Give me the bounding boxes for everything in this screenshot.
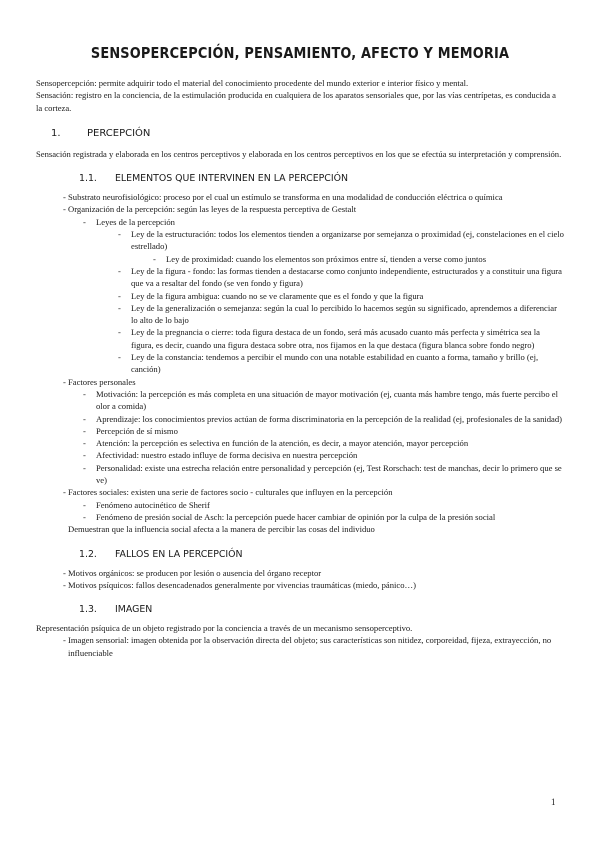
elementos-list [36, 191, 564, 523]
list-dash: - [63, 376, 66, 387]
list-dash: - [83, 438, 86, 449]
list-dash: - [63, 487, 66, 498]
social-influence-note: Demuestran que la influencia social afecta a la manera de percibir las cosas del individuo [68, 524, 375, 535]
factores-personales-list [68, 388, 564, 486]
list-item-organizacion: - Organización de la percepción: según las leyes de la respuesta perceptiva de Gestalt - Leyes de la percepción - Ley de la estructuración: todos los elementos tienden a organizarse por semejanza o proximidad (ej, constelaciones en el cielo estrellado) - Ley de proximidad: cuando los elementos son próximos entre sí, tienden a verse como juntos - Ley de la figura - fondo: las formas tienden a destacarse como conjunto independiente, estructurados y a constituir una figura que va a resaltar del fondo (se ven fondo y figura) - Ley de la figura ambigua: cuando no se ve claramente que es el fondo y que la figura - Ley de la generalización o semejanza: según la cual lo percibido lo hacemos según su significado, aprendemos a diferenciar lo alto de lo bajo - Ley de la pregnancia o cierre: toda figura destaca de un fondo, será más acusado cuanto más perfecta y simétrica sea la figura, es decir, cuando una figura destaca sobre otra, nos fijamos en la que destaca (figura blanca sobre fondo negro) - Ley de la constancia: tendemos a percibir el mundo con una notable estabilidad en cuanto a forma, tamaño y brillo (ej, canción) [63, 204, 564, 375]
list-dash: - [83, 511, 86, 522]
list-item-asch: - Fenómeno de presión social de Asch: la percepción puede hacer cambiar de opinión por la culpa de la presión social [83, 511, 496, 522]
list-item-ley-estructuracion: - Ley de la estructuración: todos los elementos tienden a organizarse por semejanza o proximidad (ej, constelaciones en el cielo estrellado) - Ley de proximidad: cuando los elementos son próximos entre sí, tienden a verse como juntos [118, 229, 564, 264]
imagen-list [36, 634, 564, 659]
section-title: PERCEPCIÓN [87, 127, 151, 139]
list-item-ley-proximidad: - Ley de proximidad: cuando los elementos son próximos entre sí, tienden a verse como juntos [153, 253, 487, 264]
intro [36, 77, 564, 114]
intro-sensacion: Sensación: registro en la conciencia, de la estimulación producida en cualquiera de los aparatos sensoriales que, por las vías centrípetas, es conducida a la corteza. [36, 90, 556, 113]
section-text-imagen: Representación psíquica de un objeto registrado por la conciencia a través de un mecanismo sensoperceptivo. [36, 623, 413, 634]
list-item-percepcion-si-mismo: - Percepción de sí mismo [83, 425, 178, 436]
list-item-afectividad: - Afectividad: nuestro estado influye de forma decisiva en nuestra percepción [83, 450, 358, 461]
list-item-atencion: - Atención: la percepción es selectiva en función de la atención, es decir, a mayor atención, mayor percepción [83, 438, 469, 449]
subsection-number: 1.3. [79, 604, 97, 616]
list-item-personalidad: - Personalidad: existe una estrecha relación entre personalidad y percepción (ej, Test Rorschach: test de manchas, decir lo primero que se ve) [83, 462, 562, 486]
section-heading-percepcion [36, 127, 564, 140]
list-dash: - [118, 290, 121, 301]
list-item-imagen-sensorial: - Imagen sensorial: imagen obtenida por la observación directa del objeto; sus características son nitidez, corporeidad, fijeza, extrayección, no influenciable [63, 635, 552, 658]
list-dash: - [83, 462, 86, 473]
subsection-title: IMAGEN [115, 604, 153, 616]
factores-sociales-list [68, 499, 564, 524]
list-dash: - [118, 352, 121, 363]
list-dash: - [83, 425, 86, 436]
section-number: 1. [51, 127, 61, 139]
section-text-percepcion: Sensación registrada y elaborada en los centros perceptivos y elaborada en los centros perceptivos en los que se efectúa su interpretación y comprensión. [36, 148, 562, 159]
list-item-motivos-organicos: - Motivos orgánicos: se producen por lesión o ausencia del órgano receptor [63, 567, 322, 578]
page-number: 1 [551, 797, 556, 807]
list-item-motivacion: - Motivación: la percepción es más completa en una situación de mayor motivación (ej, cuanta más hambre tengo, más fuerte percibo el olor a comida) [83, 388, 558, 412]
list-dash: - [83, 450, 86, 461]
list-item-ley-generalizacion: - Ley de la generalización o semejanza: según la cual lo percibido lo hacemos según su significado, aprendemos a diferenciar lo alto de lo bajo [118, 302, 557, 326]
list-item-aprendizaje: - Aprendizaje: los conocimientos previos actúan de forma discriminatoria en la percepción de la realidad (ej, profesionales de la sanidad) [83, 413, 563, 424]
list-dash: - [118, 327, 121, 338]
document-title: SENSOPERCEPCIÓN, PENSAMIENTO, AFECTO Y MEMORIA [90, 44, 510, 62]
list-item-leyes: - Leyes de la percepción - Ley de la estructuración: todos los elementos tienden a organizarse por semejanza o proximidad (ej, constelaciones en el cielo estrellado) - Ley de proximidad: cuando los elementos son próximos entre sí, tienden a verse como juntos - Ley de la figura - fondo: las formas tienden a destacarse como conjunto independiente, estructurados y a constituir una figura que va a resaltar del fondo (se ven fondo y figura) - Ley de la figura ambigua: cuando no se ve claramente que es el fondo y que la figura - Ley de la generalización o semejanza: según la cual lo percibido lo hacemos según su significado, aprendemos a diferenciar lo alto de lo bajo - Ley de la pregnancia o cierre: toda figura destaca de un fondo, será más acusado cuanto más perfecta y simétrica sea la figura, es decir, cuando una figura destaca sobre otra, nos fijamos en la que destaca (figura blanca sobre fondo negro) - Ley de la constancia: tendemos a percibir el mundo con una notable estabilidad en cuanto a forma, tamaño y brillo (ej, canción) [83, 216, 564, 375]
list-item-ley-figura-fondo: - Ley de la figura - fondo: las formas tienden a destacarse como conjunto independiente, estructurados y a constituir una figura que va a resaltar del fondo (se ven fondo y figura) [118, 265, 562, 289]
list-dash: - [118, 229, 121, 240]
subsection-heading-fallos [36, 548, 564, 561]
list-dash: - [83, 216, 86, 227]
list-item-factores-personales: - Factores personales - Motivación: la percepción es más completa en una situación de mayor motivación (ej, cuanta más hambre tengo, más fuerte percibo el olor a comida) - Aprendizaje: los conocimientos previos actúan de forma discriminatoria en la percepción de la realidad (ej, profesionales de la sanidad) - Percepción de sí mismo - Atención: la percepción es selectiva en función de la atención, es decir, a mayor atención, mayor percepción - Afectividad: nuestro estado influye de forma decisiva en nuestra percepción - Personalidad: existe una estrecha relación entre personalidad y percepción (ej, Test Rorschach: test de manchas, decir lo primero que se ve) [63, 376, 563, 486]
intro-sensopercepcion: Sensopercepción: permite adquirir todo el material del conocimiento procedente del mundo exterior e interior físico y mental. [36, 78, 469, 88]
list-dash: - [83, 413, 86, 424]
subsection-heading-imagen [36, 603, 564, 616]
subsection-number: 1.2. [79, 548, 97, 560]
list-dash: - [63, 579, 66, 590]
list-dash: - [63, 567, 66, 578]
subsection-number: 1.1. [79, 173, 97, 185]
subsection-title: ELEMENTOS QUE INTERVINEN EN LA PERCEPCIÓN [115, 173, 349, 185]
list-item-factores-sociales: - Factores sociales: existen una serie de factores socio - culturales que influyen en la percepción - Fenómeno autocinético de Sherif - Fenómeno de presión social de Asch: la percepción puede hacer cambiar de opinión por la culpa de la presión social [36, 486, 564, 523]
list-dash: - [118, 265, 121, 276]
list-dash: - [63, 192, 66, 203]
list-dash: - [63, 635, 66, 646]
list-item-sherif: - Fenómeno autocinético de Sherif [83, 499, 210, 510]
list-dash: - [83, 388, 86, 399]
subsection-title: FALLOS EN LA PERCEPCIÓN [115, 548, 243, 560]
list-item-motivos-psiquicos: - Motivos psíquicos: fallos desencadenados generalmente por vivencias traumáticas (miedo, pánico…) [63, 579, 416, 590]
organizacion-sublist [68, 216, 564, 376]
list-item-ley-figura-ambigua: - Ley de la figura ambigua: cuando no se ve claramente que es el fondo y que la figura [118, 290, 424, 301]
leyes-list [96, 228, 564, 376]
list-item-ley-constancia: - Ley de la constancia: tendemos a percibir el mundo con una notable estabilidad en cuanto a forma, tamaño y brillo (ej, canción) [118, 352, 539, 375]
list-dash: - [83, 499, 86, 510]
list-dash: - [118, 302, 121, 313]
estructuracion-sublist [131, 253, 564, 265]
list-dash: - [63, 204, 66, 215]
fallos-list [36, 567, 564, 592]
subsection-heading-elementos [36, 172, 564, 185]
document-body [36, 77, 564, 659]
list-item-sustrato: - Substrato neurofisiológico: proceso por el cual un estímulo se transforma en una modalidad de conducción eléctrica o química [63, 192, 503, 203]
list-item-ley-pregnancia: - Ley de la pregnancia o cierre: toda figura destaca de un fondo, será más acusado cuanto más perfecta y simétrica sea la figura, es decir, cuando una figura destaca sobre otra, nos fijamos en la que destaca (figura blanca sobre fondo negro) [118, 327, 540, 350]
list-dash: - [153, 253, 156, 264]
